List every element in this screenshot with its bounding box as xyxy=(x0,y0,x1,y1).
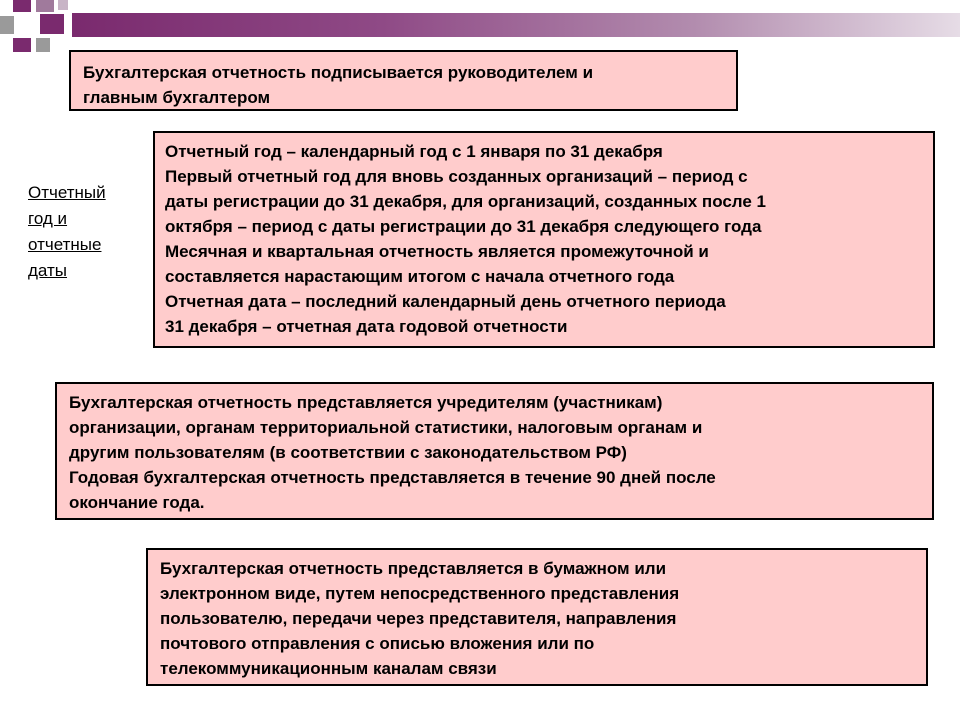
text-line: даты регистрации до 31 декабря, для организаций, созданных после 1 xyxy=(165,192,767,211)
header-gradient-bar xyxy=(72,13,960,37)
text-line: главным бухгалтером xyxy=(83,88,271,107)
text-line: Отчетный год – календарный год с 1 января по 31 декабря xyxy=(165,142,663,161)
signature-note-box xyxy=(69,50,738,111)
label-line: Отчетный xyxy=(28,183,106,202)
label-line: даты xyxy=(28,261,68,280)
text-line: Месячная и квартальная отчетность является промежуточной и xyxy=(165,242,709,261)
decor-square xyxy=(13,0,31,12)
reporting-year-label xyxy=(28,180,106,284)
submission-recipients-box xyxy=(55,382,934,520)
submission-methods-box xyxy=(146,548,928,686)
text-line: Отчетная дата – последний календарный день отчетного периода xyxy=(165,292,726,311)
decor-square xyxy=(36,0,54,12)
text-line: почтового отправления с описью вложения или по xyxy=(160,634,595,653)
text-line: Годовая бухгалтерская отчетность представляется в течение 90 дней после xyxy=(69,468,716,487)
text-line: Бухгалтерская отчетность представляется учредителям (участникам) xyxy=(69,393,663,412)
decor-square xyxy=(58,0,68,10)
decor-square xyxy=(36,38,50,52)
text-line: Бухгалтерская отчетность представляется в бумажном или xyxy=(160,559,667,578)
label-line: год и xyxy=(28,209,68,228)
text-line: организации, органам территориальной статистики, налоговым органам и xyxy=(69,418,703,437)
text-line: Бухгалтерская отчетность подписывается руководителем и xyxy=(83,63,594,82)
text-line: другим пользователям (в соответствии с законодательством РФ) xyxy=(69,443,627,462)
reporting-period-box xyxy=(153,131,935,348)
text-line: телекоммуникационным каналам связи xyxy=(160,659,497,678)
decor-square xyxy=(0,16,14,34)
text-line: Первый отчетный год для вновь созданных организаций – период с xyxy=(165,167,748,186)
text-line: пользователю, передачи через представителя, направления xyxy=(160,609,677,628)
text-line: 31 декабря – отчетная дата годовой отчетности xyxy=(165,317,568,336)
text-line: электронном виде, путем непосредственного представления xyxy=(160,584,680,603)
decor-square xyxy=(40,14,64,34)
text-line: октября – период с даты регистрации до 31 декабря следующего года xyxy=(165,217,762,236)
decor-square xyxy=(13,38,31,52)
text-line: окончание года. xyxy=(69,493,205,512)
text-line: составляется нарастающим итогом с начала отчетного года xyxy=(165,267,675,286)
label-line: отчетные xyxy=(28,235,102,254)
